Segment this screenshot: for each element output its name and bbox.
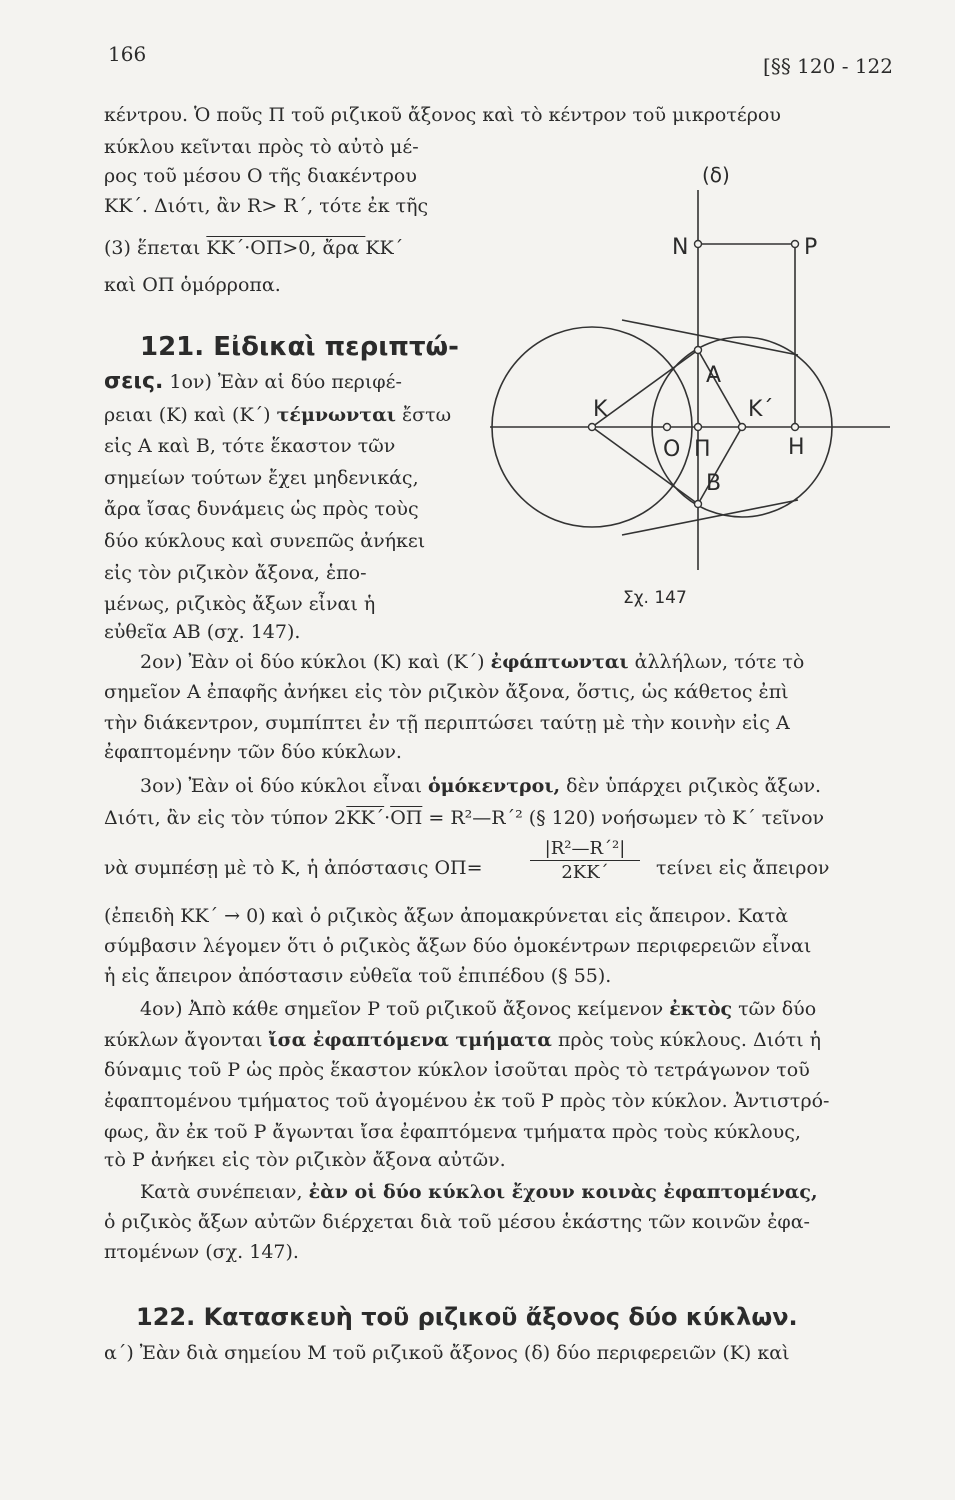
text-run: ἐκτὸς: [669, 998, 733, 1020]
text-line: φως, ἂν ἐκ τοῦ Ρ ἄγωνται ἴσα ἐφαπτόμενα τμήματα πρὸς τοὺς κύκλους,: [104, 1121, 801, 1143]
text-run: τῶν δύο: [732, 998, 817, 1020]
text-line: ρος τοῦ μέσου Ο τῆς διακέντρου: [104, 165, 417, 187]
point-B: [695, 501, 702, 508]
text-run: Κατὰ συνέπειαν,: [140, 1181, 309, 1203]
vector-text: ΚΚ΄·ΟΠ>0, ἄρα: [206, 237, 366, 259]
label-H: H: [788, 435, 805, 460]
label-K: K: [593, 397, 608, 422]
tangent-bottom: [622, 500, 798, 535]
point-K: [589, 424, 596, 431]
text-line: [104, 273, 281, 297]
text-run: 1ον) Ἐὰν αἱ δύο περιφέ-: [163, 371, 402, 393]
text-line: ἐφαπτομένην τῶν δύο κύκλων.: [104, 741, 402, 763]
figure-147: [480, 150, 900, 620]
figure-caption: Σχ. 147: [623, 588, 687, 608]
text-line: δύο κύκλους καὶ συνεπῶς ἀνήκει: [104, 530, 426, 552]
vector-text: $\overline{KK΄}$: [346, 807, 385, 829]
text-run: ὁμόκεντροι,: [428, 775, 561, 797]
point-N: [695, 241, 702, 248]
text-line: σύμβασιν λέγομεν ὅτι ὁ ριζικὸς ἄξων δύο ὁμοκέντρων περιφερειῶν εἶναι: [104, 935, 812, 957]
text-run: ρειαι (Κ) καὶ (Κ΄): [104, 404, 277, 426]
text-line: νὰ συμπέσῃ μὲ τὸ Κ, ἡ ἀπόστασις ΟΠ=: [104, 857, 483, 879]
vector-text: ΟΠ: [142, 274, 175, 296]
vector-text: $\overline{O\Pi}$: [390, 807, 423, 829]
text-run: ὁμόρροπα.: [174, 274, 281, 296]
point-P: [792, 241, 799, 248]
text-line: [140, 997, 816, 1021]
text-line: ἄρα ἴσας δυνάμεις ὡς πρὸς τοὺς: [104, 498, 419, 520]
text-run: 4ον) Ἀπὸ κάθε σημεῖον Ρ τοῦ ριζικοῦ ἄξονος κείμενον: [140, 998, 670, 1020]
segment-KA: [592, 350, 698, 427]
section-heading-121-cont: σεις.: [104, 369, 164, 394]
text-line: [104, 1028, 821, 1052]
text-line: [140, 650, 804, 674]
text-line: τὸ Ρ ἀνήκει εἰς τὸν ριζικὸν ἄξονα αὐτῶν.: [104, 1149, 506, 1171]
text-line: τείνει εἰς ἄπειρον: [656, 857, 830, 879]
text-line: ἐφαπτομένου τμήματος τοῦ ἀγομένου ἐκ τοῦ Ρ πρὸς τὸν κύκλον. Ἀντιστρό-: [104, 1090, 830, 1112]
fraction: [530, 838, 640, 885]
label-A: A: [706, 363, 722, 388]
point-O: [664, 424, 671, 431]
text-line: σημείων τούτων ἔχει μηδενικάς,: [104, 467, 419, 489]
text-line: εἰς τὸν ριζικὸν ἄξονα, ἑπο-: [104, 562, 367, 584]
text-line: α΄) Ἐὰν διὰ σημείου Μ τοῦ ριζικοῦ ἄξονος (δ) δύο περιφερειῶν (Κ) καὶ: [104, 1342, 790, 1364]
text-line: εἰς Α καὶ Β, τότε ἕκαστον τῶν: [104, 435, 396, 457]
label-N: N: [672, 235, 689, 260]
segment-K2A: [698, 350, 742, 427]
text-run: 3ον) Ἐὰν οἱ δύο κύκλοι εἶναι: [140, 775, 428, 797]
section-heading-121: 121. Εἰδικαὶ περιπτώ-: [140, 332, 459, 362]
text-line: τὴν διάκεντρον, συμπίπτει ἐν τῇ περιπτώσει ταύτῃ μὲ τὴν κοινὴν εἰς Α: [104, 712, 790, 734]
point-H: [792, 424, 799, 431]
text-line: ὁ ριζικὸς ἄξων αὐτῶν διέρχεται διὰ τοῦ μέσου ἑκάστης τῶν κοινῶν ἐφα-: [104, 1211, 810, 1233]
point-Pi: [695, 424, 702, 431]
text-run: ·: [384, 807, 391, 829]
section-heading-122: 122. Κατασκευὴ τοῦ ριζικοῦ ἄξονος δύο κύκλων.: [136, 1303, 798, 1331]
point-K2: [739, 424, 746, 431]
label-B: B: [706, 471, 722, 496]
page-number: 166: [108, 42, 147, 66]
text-run: ἐφάπτωνται: [490, 651, 629, 673]
text-run: ἴσα ἐφαπτόμενα τμήματα: [268, 1029, 552, 1051]
label-P: P: [804, 235, 818, 260]
vector-text: ΚΚ΄: [365, 237, 404, 259]
segment-KB: [592, 427, 698, 504]
text-run: = R²—R΄² (§ 120) νοήσωμεν τὸ Κ΄ τεῖνον: [422, 807, 825, 829]
text-run: πρὸς τοὺς κύκλους. Διότι ἡ: [551, 1029, 821, 1051]
text-run: 2ον) Ἐὰν οἱ δύο κύκλοι (Κ) καὶ (Κ΄): [140, 651, 491, 673]
fraction-denominator: 2ΚΚ΄: [561, 862, 609, 883]
text-line: [140, 1180, 818, 1204]
text-line: κέντρου. Ὁ ποῦς Π τοῦ ριζικοῦ ἄξονος καὶ τὸ κέντρον τοῦ μικροτέρου: [104, 104, 781, 126]
label-K2: K΄: [748, 397, 774, 422]
tangent-top: [622, 320, 798, 355]
text-run: τέμνωνται: [276, 404, 396, 426]
text-line: [104, 370, 402, 394]
fraction-numerator: |R²—R΄²|: [530, 838, 640, 861]
point-A: [695, 347, 702, 354]
text-line: κύκλου κεῖνται πρὸς τὸ αὐτὸ μέ-: [104, 136, 419, 158]
text-run: Διότι, ἂν εἰς τὸν τύπον 2: [104, 807, 347, 829]
label-Pi: Π: [694, 437, 711, 462]
text-run: ἔστω: [395, 404, 452, 426]
section-range: [§§ 120 - 122: [763, 54, 893, 78]
text-line: [104, 236, 403, 260]
text-line: (ἐπειδὴ ΚΚ΄ → 0) καὶ ὁ ριζικὸς ἄξων ἀπομακρύνεται εἰς ἄπειρον. Κατὰ: [104, 905, 789, 927]
text-line: [104, 403, 451, 427]
text-run: κύκλων ἄγονται: [104, 1029, 269, 1051]
text-line: εὐθεῖα ΑΒ (σχ. 147).: [104, 621, 301, 643]
text-line: δύναμις τοῦ Ρ ὡς πρὸς ἕκαστον κύκλον ἰσοῦται πρὸς τὸ τετράγωνον τοῦ: [104, 1059, 810, 1081]
text-run: ἐὰν οἱ δύο κύκλοι ἔχουν κοινὰς ἐφαπτομένας,: [308, 1181, 818, 1203]
text-run: (3) ἕπεται: [104, 237, 207, 259]
text-line: πτομένων (σχ. 147).: [104, 1241, 299, 1263]
label-delta: (δ): [702, 163, 730, 187]
text-line: ἡ εἰς ἄπειρον ἀπόστασιν εὐθεῖα τοῦ ἐπιπέδου (§ 55).: [104, 965, 612, 987]
text-line: ΚΚ΄. Διότι, ἂν R> R΄, τότε ἐκ τῆς: [104, 195, 429, 217]
text-run: καὶ: [104, 274, 143, 296]
text-line: [104, 806, 824, 830]
text-line: μένως, ριζικὸς ἄξων εἶναι ἡ: [104, 593, 376, 615]
text-line: σημεῖον Α ἐπαφῆς ἀνήκει εἰς τὸν ριζικὸν ἄξονα, ὅστις, ὡς κάθετος ἐπὶ: [104, 681, 789, 703]
label-O: O: [663, 437, 681, 462]
text-run: δὲν ὑπάρχει ριζικὸς ἄξων.: [560, 775, 822, 797]
text-line: [140, 774, 821, 798]
text-run: ἀλλήλων, τότε τὸ: [628, 651, 805, 673]
